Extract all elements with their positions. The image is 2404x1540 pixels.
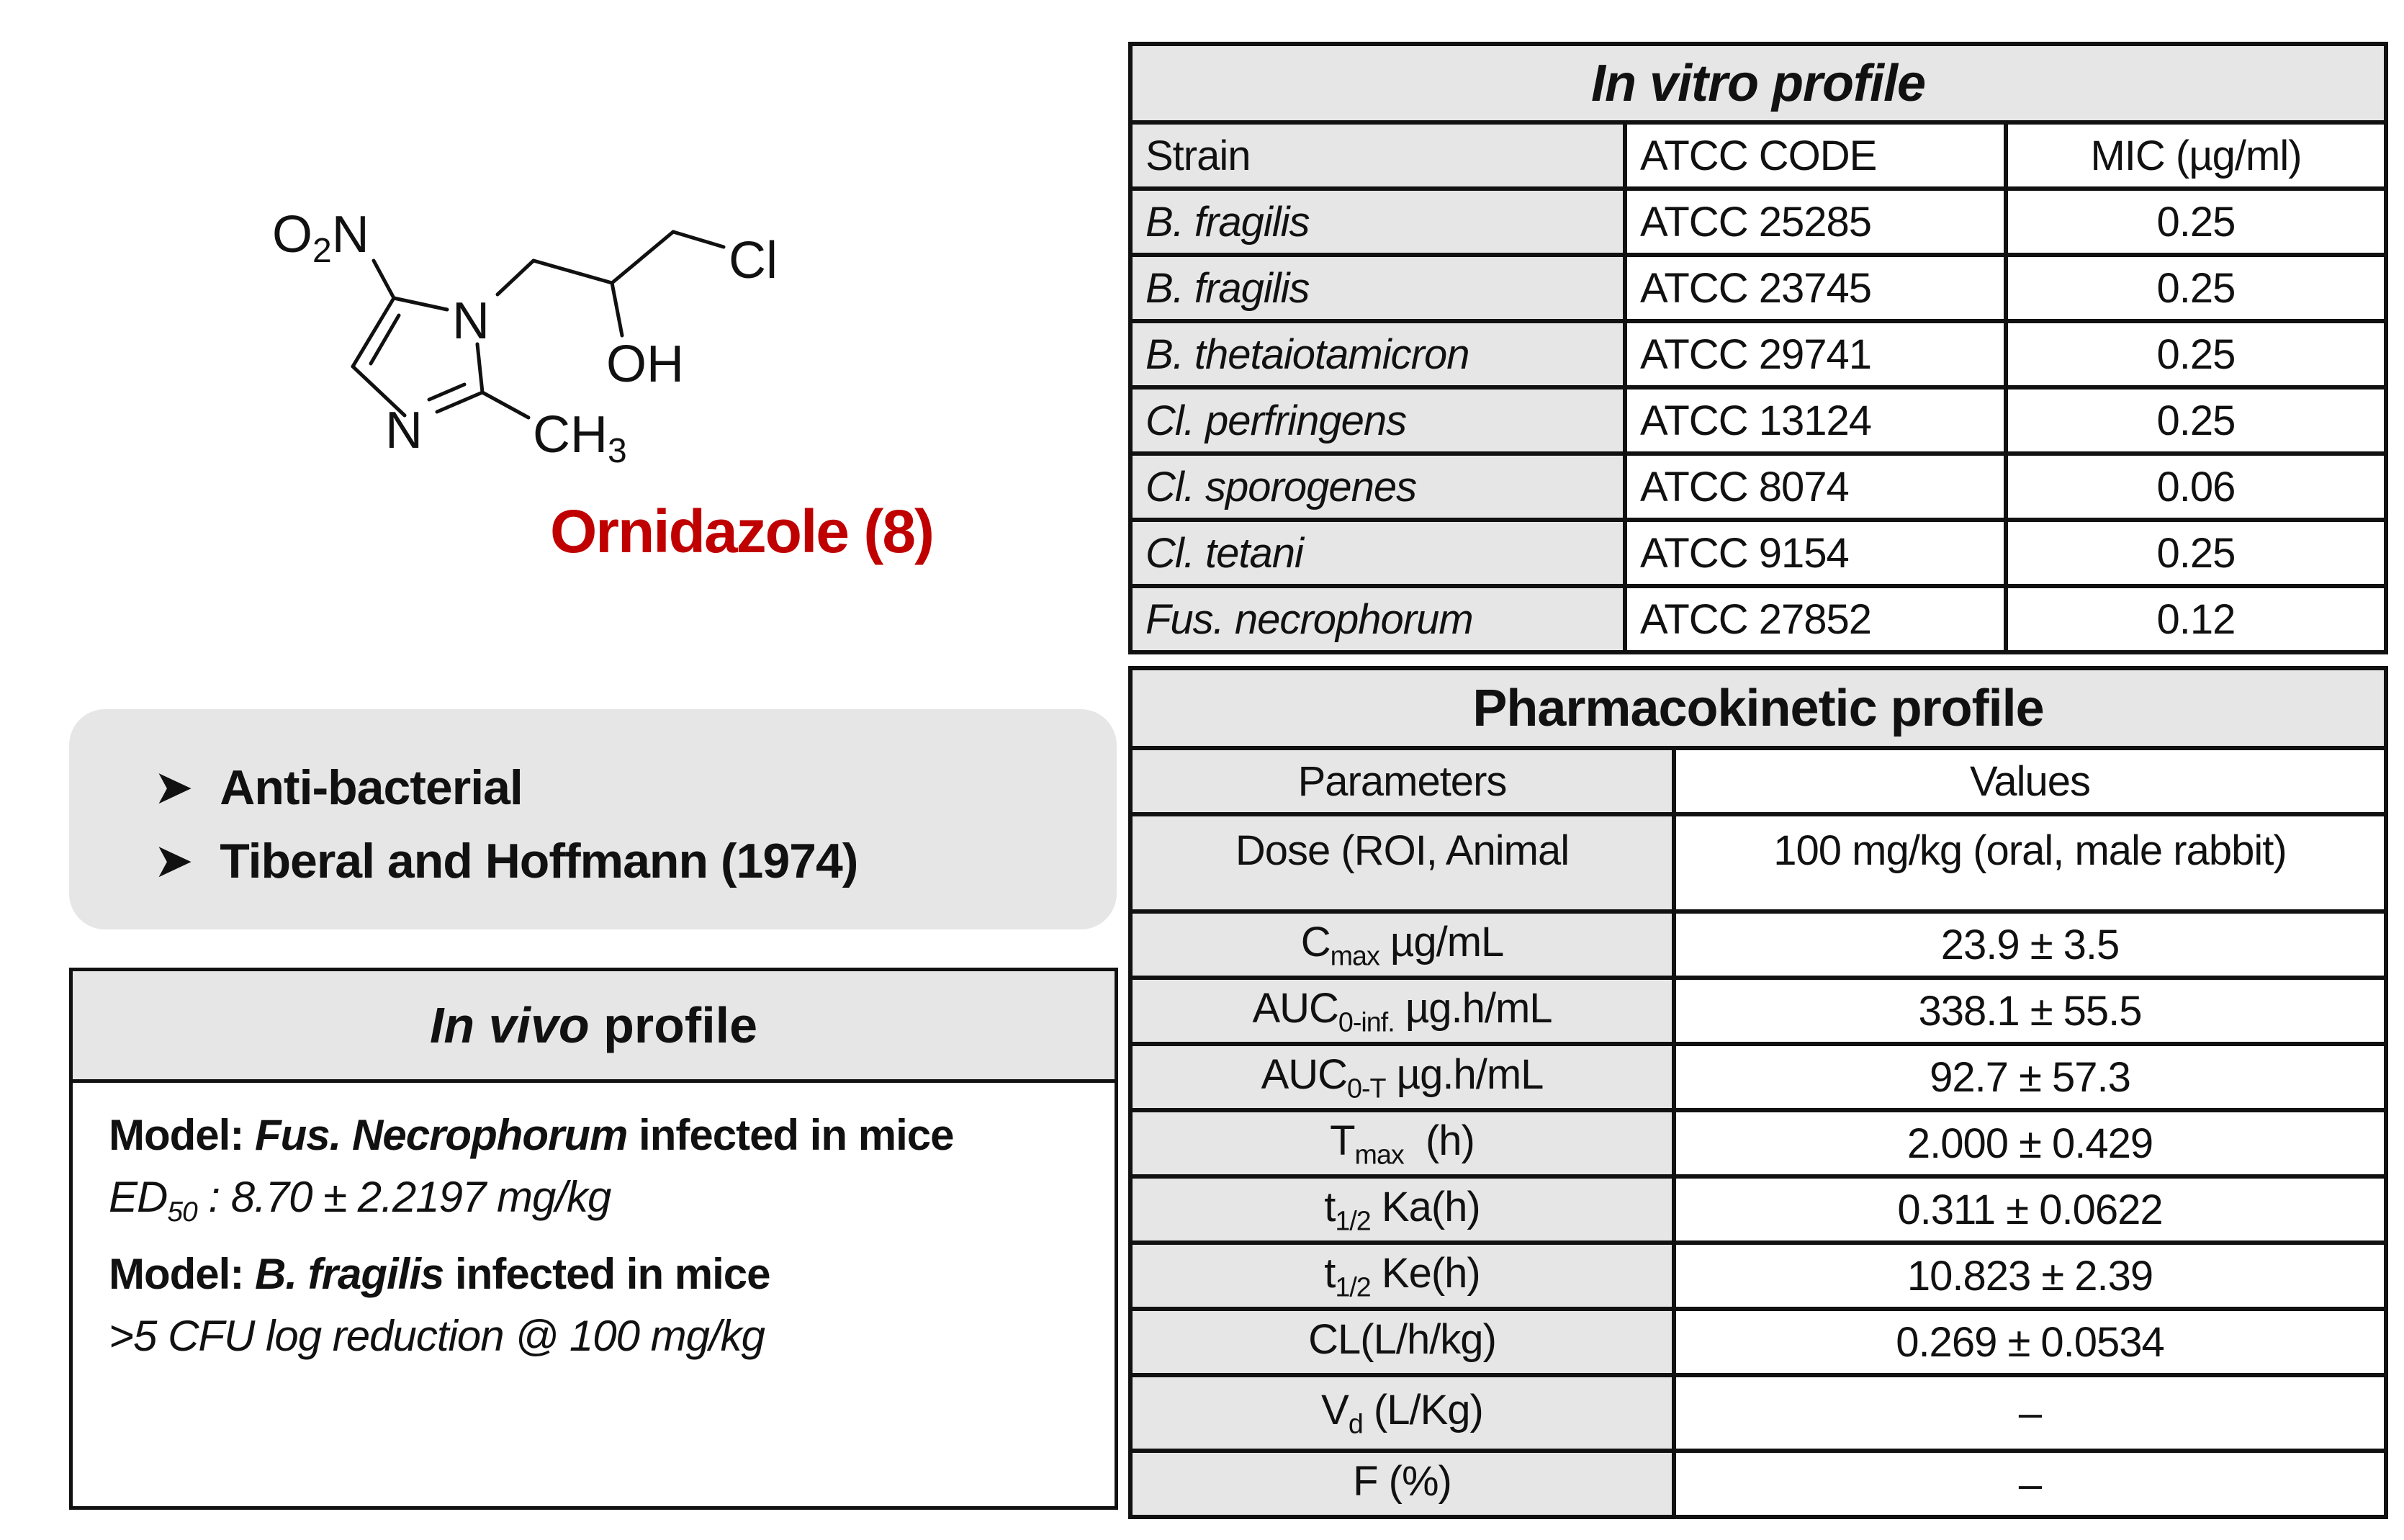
table-row — [1130, 189, 2386, 255]
bond — [374, 261, 394, 298]
in-vivo-line: $ED_{50}$ : 8.70 ± 2.2197 mg/kg — [109, 1173, 611, 1228]
atcc-cell: ATCC 29741 — [1625, 321, 2006, 387]
summary-item-label: Tiberal and Hoffmann (1974) — [220, 834, 858, 888]
mic-cell: 0.25 — [2006, 321, 2386, 387]
parameter-cell: CL(L/h/kg) — [1130, 1309, 1674, 1375]
parameter-cell: Dose (ROI, Animal — [1130, 814, 1674, 911]
in-vivo-title: In vivo profile — [73, 971, 1115, 1083]
bond — [673, 232, 724, 247]
compound-name: Ornidazole (8) — [549, 497, 934, 565]
value-cell: 10.823 ± 2.39 — [1674, 1243, 2386, 1309]
strain-cell: Fus. necrophorum — [1130, 586, 1625, 652]
strain-cell: B. thetaiotamicron — [1130, 321, 1625, 387]
atom-n1: N — [452, 292, 490, 350]
bond — [498, 261, 534, 294]
value-cell: 23.9 ± 3.5 — [1674, 911, 2386, 978]
strain-cell: Cl. perfringens — [1130, 387, 1625, 454]
header-values: Values — [1674, 748, 2386, 814]
value-cell: 338.1 ± 55.5 — [1674, 978, 2386, 1044]
arrowhead-bullet-icon: ➤ — [156, 837, 192, 885]
header-mic: MIC (µg/ml) — [2006, 122, 2386, 189]
table-row — [1130, 321, 2386, 387]
atom-oh: OH — [606, 336, 684, 393]
strain-cell: Cl. tetani — [1130, 520, 1625, 586]
summary-item — [156, 833, 857, 889]
header-atcc: ATCC CODE — [1625, 122, 2006, 189]
bond — [477, 344, 482, 392]
value-cell: 0.269 ± 0.0534 — [1674, 1309, 2386, 1375]
value-cell: 0.311 ± 0.0622 — [1674, 1176, 2386, 1243]
atcc-cell: ATCC 9154 — [1625, 520, 2006, 586]
in-vivo-line: >5 CFU log reduction @ 100 mg/kg — [109, 1312, 765, 1360]
table-row — [1130, 1451, 2386, 1517]
ornidazole-structure — [0, 0, 864, 504]
summary-item-label: Anti-bacterial — [220, 760, 523, 815]
value-cell: 100 mg/kg (oral, male rabbit) — [1674, 814, 2386, 911]
mic-cell: 0.06 — [2006, 454, 2386, 520]
bond — [371, 315, 399, 364]
mic-cell: 0.25 — [2006, 520, 2386, 586]
atom-n3: N — [385, 402, 423, 459]
summary-box — [69, 709, 1117, 929]
table-row — [1130, 911, 2386, 978]
in-vivo-line: Model: Fus. Necrophorum infected in mice — [109, 1111, 954, 1159]
value-cell: – — [1674, 1451, 2386, 1517]
parameter-cell: $AUC_{0-inf.}$ µg.h/mL — [1130, 978, 1674, 1044]
value-cell: 92.7 ± 57.3 — [1674, 1044, 2386, 1110]
table-row — [1130, 978, 2386, 1044]
arrowhead-bullet-icon: ➤ — [156, 763, 192, 811]
atom-cl: Cl — [729, 232, 778, 289]
header-parameters: Parameters — [1130, 748, 1674, 814]
strain-cell: Cl. sporogenes — [1130, 454, 1625, 520]
table-row — [1130, 1309, 2386, 1375]
atcc-cell: ATCC 8074 — [1625, 454, 2006, 520]
bond — [437, 392, 482, 412]
parameter-cell: $t_{1/2}$ Ke(h) — [1130, 1243, 1674, 1309]
table-row — [1130, 1044, 2386, 1110]
in-vitro-title: In vitro profile — [1130, 44, 2386, 122]
parameter-cell: $V_d$ (L/Kg) — [1130, 1375, 1674, 1451]
mic-cell: 0.12 — [2006, 586, 2386, 652]
pk-title: Pharmacokinetic profile — [1130, 668, 2386, 748]
mic-cell: 0.25 — [2006, 387, 2386, 454]
atom-nitro: O2N — [272, 206, 369, 270]
atcc-cell: ATCC 23745 — [1625, 255, 2006, 321]
table-row — [1130, 454, 2386, 520]
table-row — [1130, 1110, 2386, 1176]
bond — [612, 232, 673, 283]
table-row — [1130, 814, 2386, 911]
bond — [394, 298, 447, 310]
bond — [612, 283, 622, 336]
parameter-cell: F (%) — [1130, 1451, 1674, 1517]
in-vivo-line: Model: B. fragilis infected in mice — [109, 1250, 770, 1298]
table-row — [1130, 387, 2386, 454]
atcc-cell: ATCC 25285 — [1625, 189, 2006, 255]
mic-cell: 0.25 — [2006, 189, 2386, 255]
parameter-cell: $AUC_{0-T}$ µg.h/mL — [1130, 1044, 1674, 1110]
in-vivo-profile — [69, 968, 1118, 1510]
atcc-cell: ATCC 13124 — [1625, 387, 2006, 454]
table-row — [1130, 255, 2386, 321]
table-row — [1130, 520, 2386, 586]
value-cell: – — [1674, 1375, 2386, 1451]
parameter-cell: $t_{1/2}$ Ka(h) — [1130, 1176, 1674, 1243]
header-strain: Strain — [1130, 122, 1625, 189]
atom-ch3: CH3 — [533, 406, 627, 470]
strain-cell: B. fragilis — [1130, 189, 1625, 255]
bond — [429, 384, 464, 400]
parameter-cell: $T_{max}$ (h) — [1130, 1110, 1674, 1176]
in-vitro-table — [1128, 42, 2388, 654]
bond — [482, 392, 528, 418]
table-row — [1130, 1243, 2386, 1309]
atcc-cell: ATCC 27852 — [1625, 586, 2006, 652]
table-row — [1130, 586, 2386, 652]
summary-item — [156, 760, 523, 816]
pharmacokinetic-table — [1128, 666, 2388, 1519]
parameter-cell: $C_{max}$ µg/mL — [1130, 911, 1674, 978]
bond — [534, 261, 612, 283]
table-row — [1130, 1176, 2386, 1243]
value-cell: 2.000 ± 0.429 — [1674, 1110, 2386, 1176]
mic-cell: 0.25 — [2006, 255, 2386, 321]
strain-cell: B. fragilis — [1130, 255, 1625, 321]
table-row — [1130, 1375, 2386, 1451]
